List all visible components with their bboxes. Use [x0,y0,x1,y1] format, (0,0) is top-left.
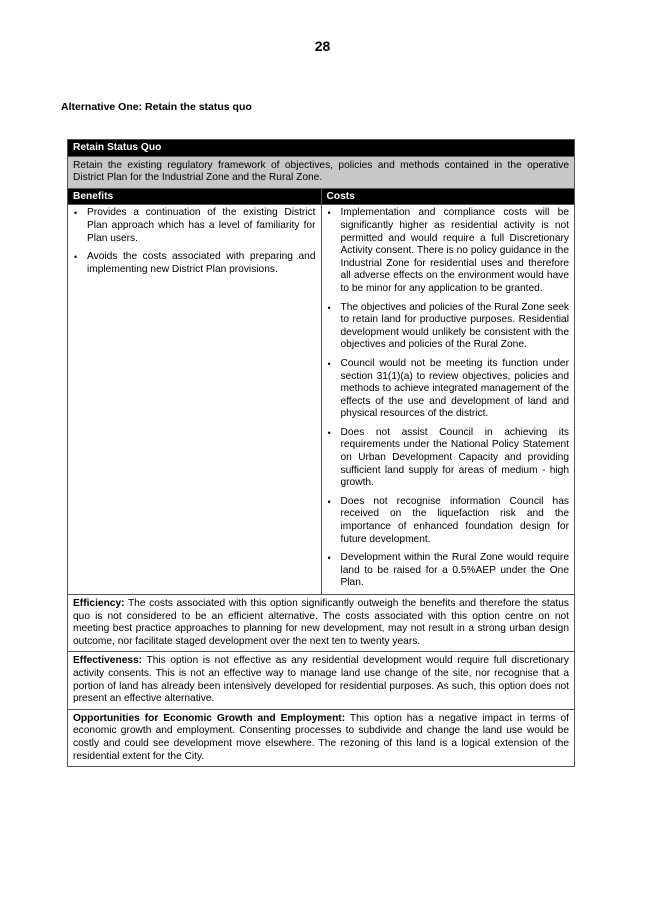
benefits-header: Benefits [68,188,322,205]
assessment-table [67,139,575,767]
cost-item: • Development within the Rural Zone would require land to be raised for a 0.5%AEP under the One Plan. [327,552,570,590]
benefit-item: • Provides a continuation of the existing District Plan approach which has a level of familiarity for Plan users. [73,207,316,245]
opportunities-text: This option has a negative impact in terms of economic growth and employment. Consenting processes to subdivide and change the land use would be costly and could see development move elsewhere. The rezoning of this land is a logical extension of the residential extent for the City. [73,712,569,762]
costs-cell [321,205,575,595]
page-number: 28 [314,38,331,54]
cost-item: • Does not assist Council in achieving its requirements under the National Policy Statement on Urban Development Capacity and providing sufficient land supply for areas of medium - high growth. [327,427,570,490]
cost-item: • Does not recognise information Council has received on the liquefaction risk and the importance of enhanced foundation design for future development. [327,496,570,546]
efficiency-row [68,595,575,652]
cost-item: • Implementation and compliance costs will be significantly higher as residential activity is not permitted and would require a full Discretionary Activity consent. There is no policy guidance in the Industrial Zone for residential uses and therefore all adverse effects on the environment would have to be minor for any application to be granted. [327,207,570,295]
efficiency-label: Efficiency: [73,598,125,609]
costs-list [322,205,575,594]
efficiency-text: The costs associated with this option significantly outweigh the benefits and therefore the status quo is not considered to be an efficient alternative. The costs associated with this option centre on not meeting best practice approaches to planning for new development, may not result in a strong urban design outcome, nor facilitate staged development over the next ten to twenty years. [73,598,569,647]
table-title: Retain Status Quo [68,140,575,157]
benefits-cell [68,205,322,595]
opportunities-label: Opportunities for Economic Growth and Employment: [73,712,346,724]
cost-item: • Council would not be meeting its function under section 31(1)(a) to review objectives, policies and methods to achieve integrated management of the effects of the use and development of land and physical resources of the district. [327,358,570,421]
opportunities-row [68,709,575,766]
costs-header: Costs [321,188,575,205]
benefits-list [68,205,321,286]
section-heading: Alternative One: Retain the status quo [61,101,252,113]
effectiveness-label: Effectiveness: [73,655,143,667]
benefit-item: • Avoids the costs associated with preparing and implementing new District Plan provisions. [73,251,316,276]
table-description: Retain the existing regulatory framework of objectives, policies and methods contained in the operative District Plan for the Industrial Zone and the Rural Zone. [68,156,575,188]
effectiveness-text: This option is not effective as any residential development would require full discretionary activity consents. This is not an effective way to manage land use change of the site, nor recognise that a portion of land has already been intensively developed for residential purposes. As such, this option does not present an effective alternative. [73,655,569,705]
cost-item: • The objectives and policies of the Rural Zone seek to retain land for productive purposes. Residential development would unlikely be consistent with the objectives and policies of the Rural Zone. [327,302,570,352]
effectiveness-row [68,652,575,709]
